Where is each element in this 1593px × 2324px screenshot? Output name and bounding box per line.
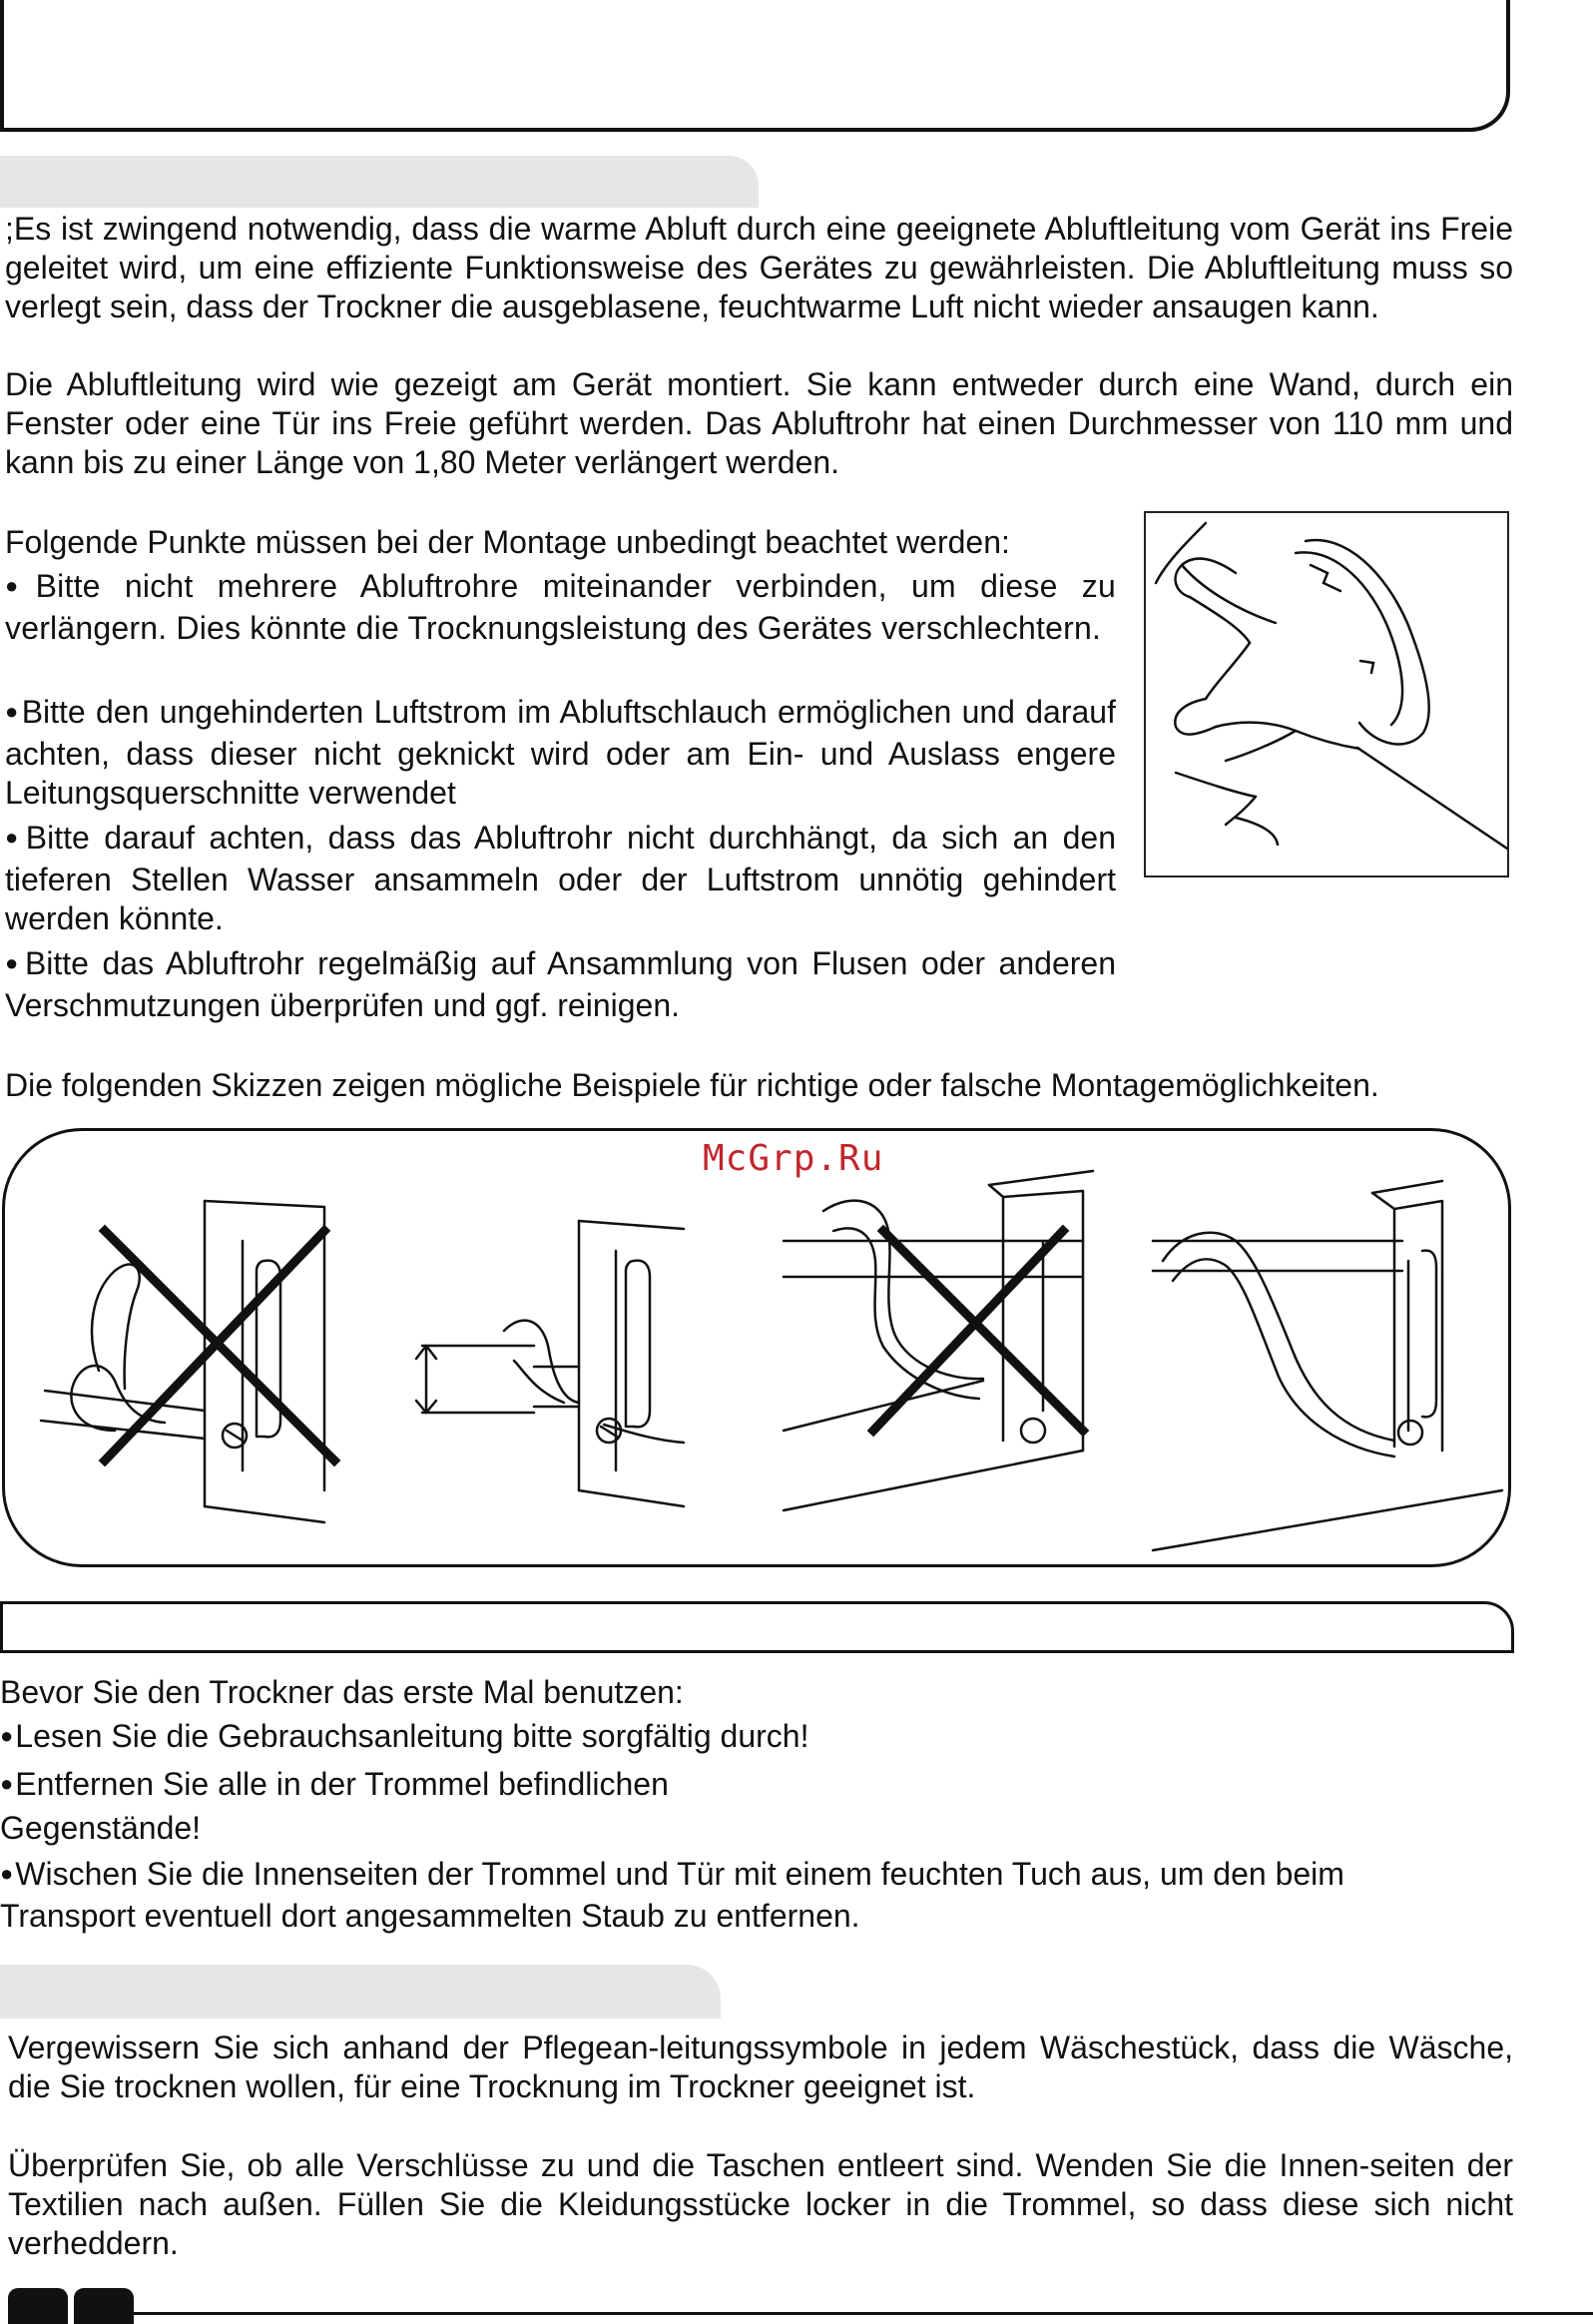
watermark: McGrp.Ru: [703, 1138, 884, 1179]
paragraph-exhaust-requirement: ;Es ist zwingend notwendig, dass die warme Abluft durch eine geeignete Abluftleitung vom Gerät ins Freie geleitet wird, um eine effiziente Funktionsweise des Gerätes zu gewährleisten. Die Abluftleitung muss so verlegt sein, dass der Trockner die ausgeblasene, feuchtwarme Luft nicht wieder ansaugen kann.: [5, 211, 1513, 324]
paragraph-exhaust-mounting: Die Abluftleitung wird wie gezeigt am Gerät montiert. Sie kann entweder durch eine Wand, durch ein Fenster oder eine Tür ins Freie geführt werden. Das Abluftrohr hat einen Durchmesser von 110 mm und kann bis zu einer Länge von 1,80 Meter verlängert werden.: [5, 366, 1513, 480]
footer-page-tab-left: [8, 2288, 68, 2324]
bullet-clean-pipe: ● Bitte das Abluftrohr regelmäßig auf Ansammlung von Flusen oder anderen Verschmutzungen überprüfen und ggf. reinigen.: [5, 944, 1116, 1025]
wrong-cross-2: [883, 1231, 1083, 1431]
hand-hose-drawing: [1146, 513, 1507, 875]
bullet-remove-items-cont: Gegenstände!: [0, 1810, 202, 1846]
header-box: [0, 0, 1510, 132]
section-heading-bar-2: [0, 1965, 721, 2019]
bullet-free-airflow: ● Bitte den ungehinderten Luftstrom im Abluftschlauch ermöglichen und darauf achten, dass dieser nicht geknickt wird oder am Ein- und Auslass engere Leitungsquerschnitte verwendet: [5, 693, 1116, 813]
bullet-wipe-drum: ● Wischen Sie die Innenseiten der Trommel und Tür mit einem feuchten Tuch aus, um den beim Transport eventuell dort angesammelten Staub zu entfernen.: [0, 1855, 1477, 1936]
hose-attachment-illustration: [1144, 511, 1509, 877]
sketch-correct-arch: [1153, 1181, 1502, 1550]
bullet-read-manual: ● Lesen Sie die Gebrauchsanleitung bitte sorgfältig durch!: [0, 1717, 1508, 1759]
installation-sketches: [5, 1131, 1508, 1564]
section-heading-box: [0, 1601, 1514, 1653]
bullet-remove-items: ● Entfernen Sie alle in der Trommel befindlichen: [0, 1765, 1508, 1807]
bullet-no-joined-pipes: ● Bitte nicht mehrere Abluftrohre miteinander verbinden, um diese zu verlängern. Dies könnte die Trocknungsleistung des Gerätes verschlechtern.: [5, 567, 1116, 648]
paragraph-care-symbols: Vergewissern Sie sich anhand der Pflegean-leitungssymbole in jedem Wäschestück, dass die Wäsche, die Sie trocknen wollen, für eine Trocknung im Trockner geeignet ist.: [8, 2030, 1513, 2104]
sketch-wrong-sag: [784, 1171, 1093, 1510]
installation-examples-diagram: [2, 1128, 1511, 1567]
footer-page-tab-right: [74, 2288, 134, 2324]
wrong-cross-2b: [873, 1231, 1063, 1431]
paragraph-check-fasteners: Überprüfen Sie, ob alle Verschlüsse zu und die Taschen entleert sind. Wenden Sie die Innen-seiten der Textilien nach außen. Füllen Sie die Kleidungsstücke locker in die Trommel, so dass diese sich nicht verheddern.: [8, 2147, 1513, 2261]
section-heading-bar: [0, 156, 759, 208]
sketch-correct-short: [416, 1221, 684, 1506]
bullet-no-sagging: ● Bitte darauf achten, dass das Abluftrohr nicht durchhängt, da sich an den tieferen Stellen Wasser ansammeln oder der Luftstrom unnötig gehindert werden könnte.: [5, 819, 1116, 938]
sketch-caption: Die folgenden Skizzen zeigen mögliche Beispiele für richtige oder falsche Montagemöglichkeiten.: [5, 1067, 1379, 1103]
installation-points-intro: Folgende Punkte müssen bei der Montage unbedingt beachtet werden:: [5, 524, 1010, 560]
sketch-wrong-loop: [41, 1201, 324, 1522]
footer-rule: [130, 2312, 1593, 2315]
before-first-use-intro: Bevor Sie den Trockner das erste Mal benutzen:: [0, 1674, 684, 1710]
